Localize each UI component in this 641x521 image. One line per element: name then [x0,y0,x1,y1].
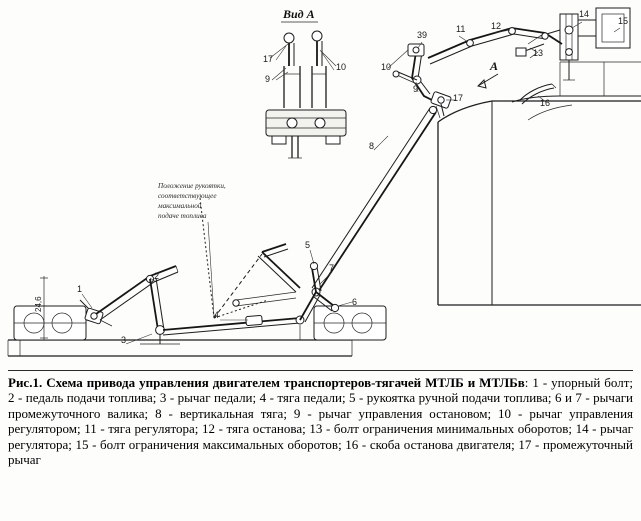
figure-caption-block [0,368,641,521]
callout-16: 16 [540,98,551,108]
caption-divider [8,370,633,371]
callout-14: 14 [579,9,590,19]
svg-text:подаче топлива: подаче топлива [158,212,207,220]
svg-text:соответствующее: соответствующее [158,192,217,200]
callout-9-right: 9 [413,84,419,94]
caption-items: 1 - упорный болт; 2 - педаль подачи топлива; 3 - рычаг педали; 4 - тяга педали; 5 - рукоятка ручной подачи топлива; 6 и 7 - рычаги промежуточного валика; 8 - вертикальная тяга; 9 - рычаг управления остановом; 10 - рычаг управления регулятором; 11 - тяга регулятора; 12 - тяга останова; 13 - болт ограничения минимальных оборотов; 14 - рычаг регулятора; 15 - болт ограничения максимальных оборотов; 16 - скоба останова двигателя; 17 - промежуточный рычаг [8,375,633,468]
callout-2: 2 [154,271,160,281]
callout-13: 13 [533,48,544,58]
svg-text:А: А [490,59,499,73]
pedal-base-left [14,306,86,340]
handwritten-note [157,182,226,316]
caption-colon: : [524,375,533,390]
callout-15: 15 [618,16,629,26]
section-arrow-a [478,59,498,88]
callout-17: 17 [263,54,274,64]
callout-17-right: 17 [453,93,464,103]
callout-10-right: 10 [381,62,392,72]
floor-frame [8,340,352,356]
intermediate-lever-cluster-right [393,44,452,118]
svg-text:Вид А: Вид А [283,7,315,21]
callout-12: 12 [491,21,502,31]
svg-text:24,6: 24,6 [34,296,43,312]
callout-labels [77,9,628,345]
callout-39: 39 [417,30,428,40]
callout-6: 6 [352,297,358,307]
callout-9: 9 [265,74,271,84]
callout-3: 3 [121,335,127,345]
pedal-rod-4 [163,315,304,335]
callout-8: 8 [369,141,375,151]
figure-number: Рис.1. [8,375,43,390]
figure-caption [8,375,633,467]
callout-1: 1 [77,284,83,294]
callout-11: 11 [456,24,466,34]
svg-text:Положение рукоятки,: Положение рукоятки, [158,182,226,190]
callout-10: 10 [336,62,347,72]
svg-text:максимальной: максимальной [158,202,202,210]
figure-title: Схема привода управления двигателем транспортеров-тягачей МТЛБ и МТЛБв [46,375,525,390]
pedal-base-right [314,306,386,340]
view-a-detail [266,7,346,158]
callout-7: 7 [329,263,335,273]
callout-4: 4 [214,310,220,320]
hand-throttle-handle-5 [200,198,300,318]
pedal-2-lever-3 [96,266,180,344]
callout-5: 5 [305,240,311,250]
